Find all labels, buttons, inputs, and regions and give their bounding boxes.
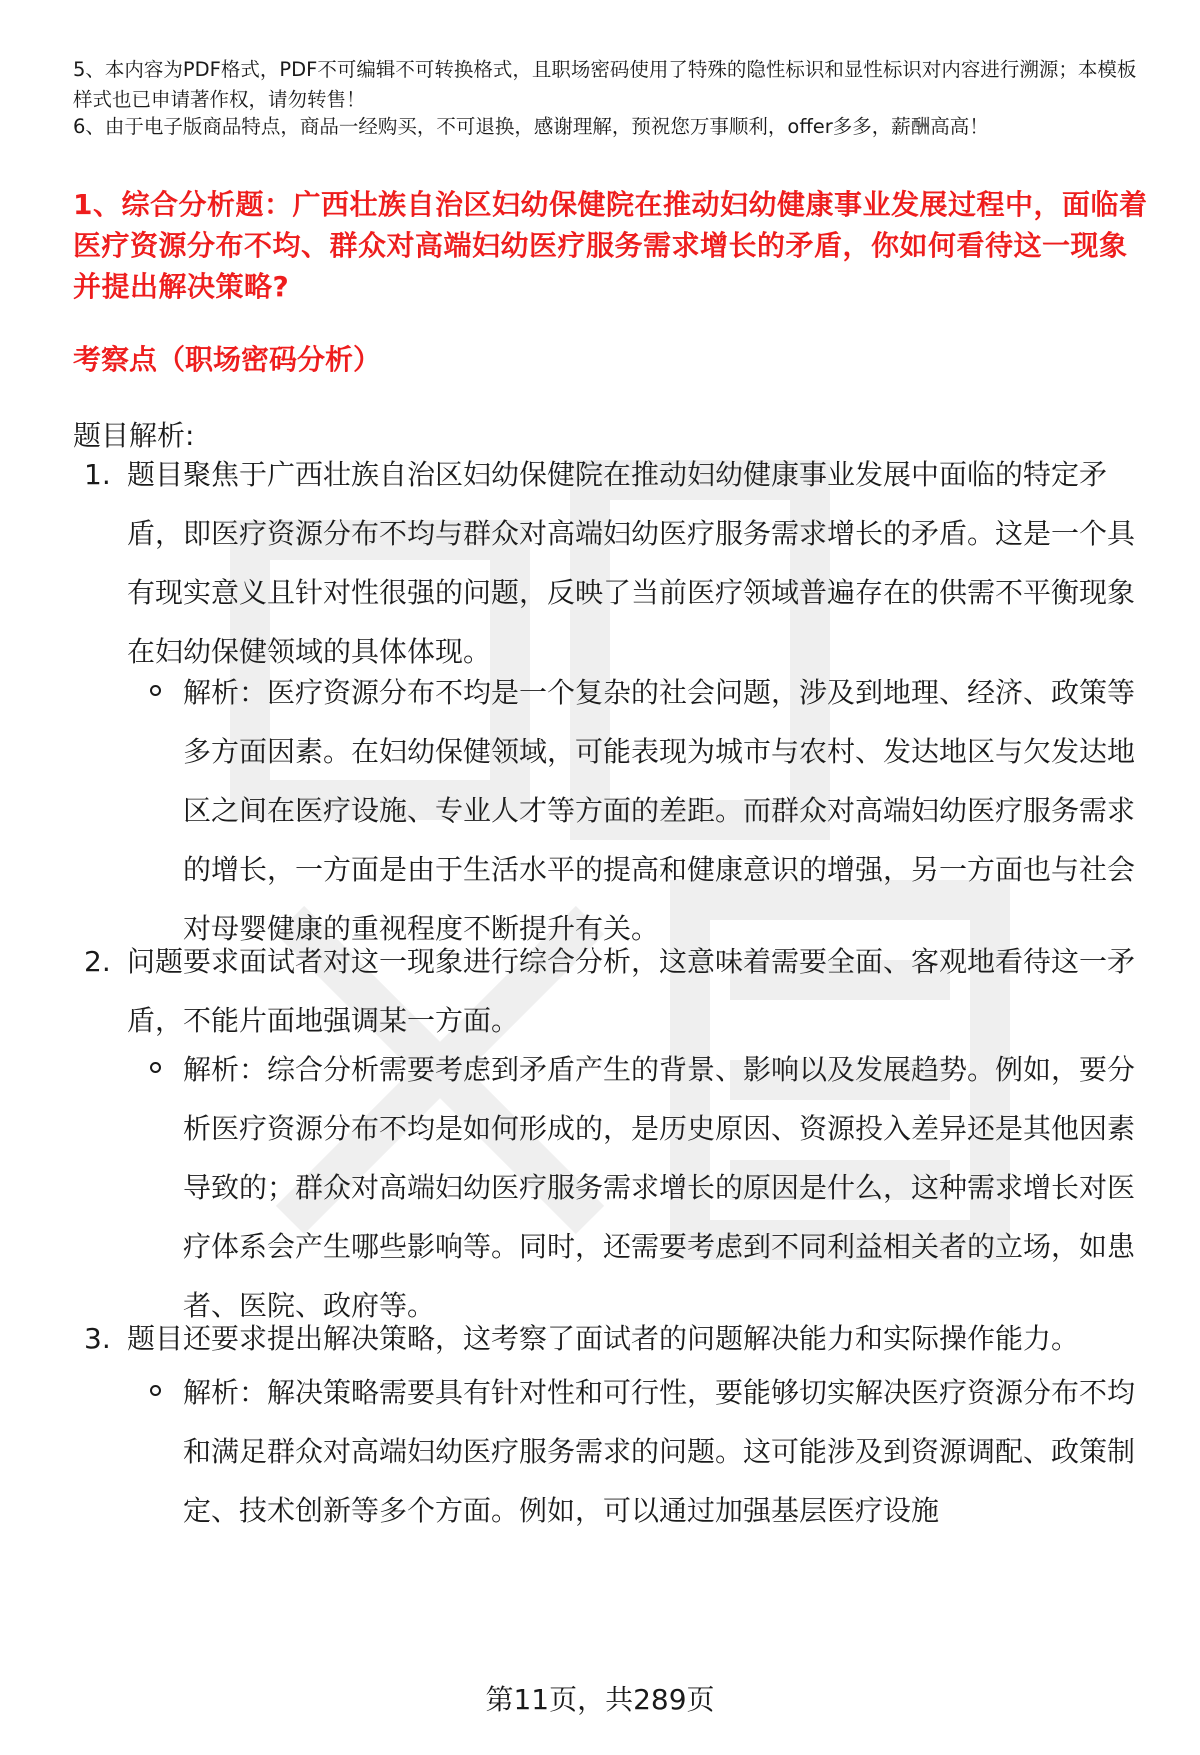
- list-item-number: 3.: [84, 1322, 111, 1355]
- list-item-text: 题目还要求提出解决策略，这考察了面试者的问题解决能力和实际操作能力。: [127, 1322, 1080, 1355]
- circle-bullet-icon: [150, 685, 161, 696]
- circle-bullet-icon: [150, 1062, 161, 1073]
- notice-line-6: 6、由于电子版商品特点，商品一经购买，不可退换，感谢理解，预祝您万事顺利，offer多多，薪酬高高！: [73, 115, 989, 138]
- sub-item-text: 解析：综合分析需要考虑到矛盾产生的背景、影响以及发展趋势。例如，要分析医疗资源分布不均是如何形成的，是历史原因、资源投入差异还是其他因素导致的；群众对高端妇幼医疗服务需求增长的原因是什么，这种需求增长对医疗体系会产生哪些影响等。同时，还需要考虑到不同利益相关者的立场，如患者、医院、政府等。: [183, 1053, 1136, 1322]
- section-heading: 考察点（职场密码分析）: [73, 343, 382, 376]
- list-item-number: 1.: [84, 458, 111, 491]
- notice-line-5: 5、本内容为PDF格式，PDF不可编辑不可转换格式，且职场密码使用了特殊的隐性标识和显性标识对内容进行溯源；本模板样式也已申请著作权，请勿转售！: [73, 58, 1137, 111]
- circle-bullet-icon: [150, 1385, 161, 1396]
- sub-item-text: 解析：解决策略需要具有针对性和可行性，要能够切实解决医疗资源分布不均和满足群众对高端妇幼医疗服务需求的问题。这可能涉及到资源调配、政策制定、技术创新等多个方面。例如，可以通过加强基层医疗设施: [183, 1376, 1136, 1527]
- list-item-text: 题目聚焦于广西壮族自治区妇幼保健院在推动妇幼健康事业发展中面临的特定矛盾，即医疗资源分布不均与群众对高端妇幼医疗服务需求增长的矛盾。这是一个具有现实意义且针对性很强的问题，反映了当前医疗领域普遍存在的供需不平衡现象在妇幼保健领域的具体体现。: [127, 458, 1136, 668]
- question-title: 1、综合分析题：广西壮族自治区妇幼保健院在推动妇幼健康事业发展过程中，面临着医疗资源分布不均、群众对高端妇幼医疗服务需求增长的矛盾，你如何看待这一现象并提出解决策略?: [73, 188, 1148, 303]
- analysis-label: 题目解析:: [73, 419, 195, 452]
- page-number: 第11页，共289页: [485, 1683, 715, 1716]
- sub-item-text: 解析：医疗资源分布不均是一个复杂的社会问题，涉及到地理、经济、政策等多方面因素。在妇幼保健领域，可能表现为城市与农村、发达地区与欠发达地区之间在医疗设施、专业人才等方面的差距。而群众对高端妇幼医疗服务需求的增长，一方面是由于生活水平的提高和健康意识的增强，另一方面也与社会对母婴健康的重视程度不断提升有关。: [183, 676, 1136, 945]
- list-item-text: 问题要求面试者对这一现象进行综合分析，这意味着需要全面、客观地看待这一矛盾，不能片面地强调某一方面。: [127, 945, 1136, 1037]
- list-item-number: 2.: [84, 945, 111, 978]
